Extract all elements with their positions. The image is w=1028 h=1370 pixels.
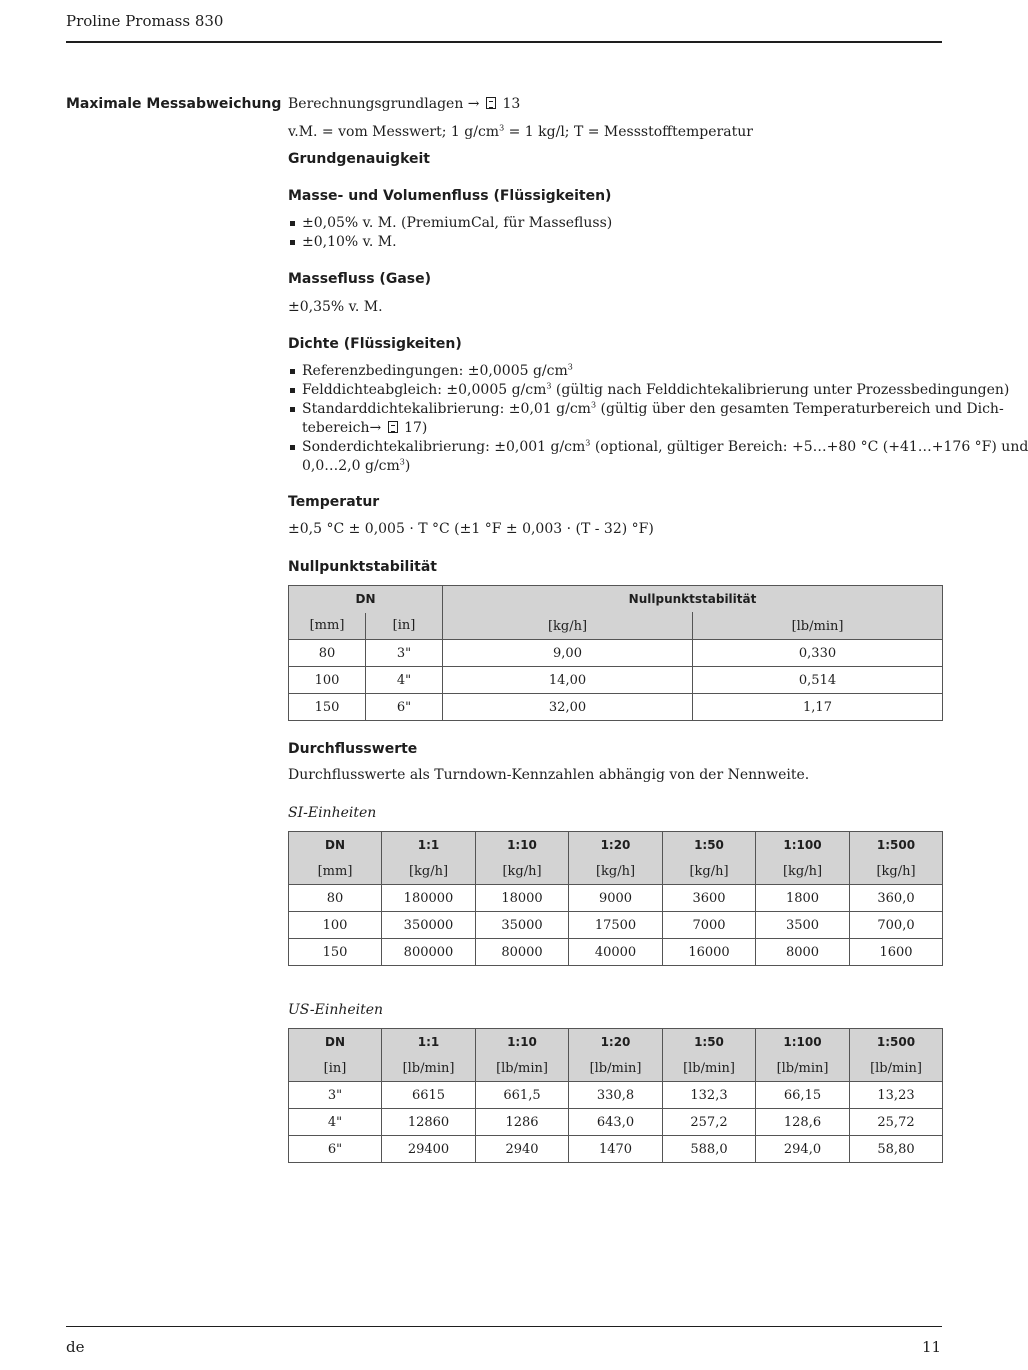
table-cell: 700,0 (850, 912, 943, 939)
table-cell: 80 (289, 640, 366, 667)
table-cell: 6" (289, 1136, 382, 1163)
table-cell: 9000 (569, 885, 663, 912)
table-cell: 661,5 (476, 1082, 569, 1109)
si-caption: SI-Einheiten (288, 805, 377, 821)
table-cell: 4" (289, 1109, 382, 1136)
table-cell: 1,17 (693, 694, 943, 721)
table-cell: 150 (289, 694, 366, 721)
table-cell: 1286 (476, 1109, 569, 1136)
flow-description: Durchflusswerte als Turndown-Kennzahlen abhängig von der Nennweite. (288, 767, 810, 783)
table-cell: 1800 (756, 885, 850, 912)
superscript: 3 (399, 457, 405, 467)
document-icon (486, 97, 496, 109)
arrow-icon: → (467, 96, 480, 112)
table-row (289, 1136, 943, 1163)
table-cell: 3500 (756, 912, 850, 939)
table-cell: 128,6 (756, 1109, 850, 1136)
temp-value: ±0,5 °C ± 0,005 · T °C (±1 °F ± 0,003 · (T - 32) °F) (288, 521, 654, 537)
zero-point-table (288, 585, 943, 721)
superscript: 3 (567, 362, 573, 372)
table-header: 1:10 (476, 832, 569, 859)
table-header: DN (289, 1029, 382, 1056)
list-item (288, 438, 1028, 476)
masse-heading: Masse- und Volumenfluss (Flüssigkeiten) (288, 188, 612, 204)
table-row (289, 667, 943, 694)
table-unit: [in] (289, 1055, 382, 1082)
dichte-item-text: Felddichteabgleich: ±0,0005 g/cm (302, 382, 547, 398)
definitions-text: v.M. = vom Messwert; 1 g/cm (288, 124, 500, 140)
table-cell: 8000 (756, 939, 850, 966)
table-row (289, 912, 943, 939)
table-header: 1:100 (756, 1029, 850, 1056)
flow-heading: Durchflusswerte (288, 741, 418, 757)
table-cell: 100 (289, 912, 382, 939)
table-cell: 13,23 (850, 1082, 943, 1109)
table-cell: 360,0 (850, 885, 943, 912)
table-cell: 14,00 (443, 667, 693, 694)
dichte-item-text: Standarddichtekalibrierung: ±0,01 g/cm (302, 401, 591, 417)
table-header: 1:20 (569, 1029, 663, 1056)
table-header: 1:100 (756, 832, 850, 859)
dichte-item-text-end: (gültig über den gesamten Temperaturbereich und Dich- (596, 401, 1004, 417)
table-unit: [lb/min] (382, 1055, 476, 1082)
table-header: 1:500 (850, 1029, 943, 1056)
table-row (289, 640, 943, 667)
document-icon (388, 421, 398, 433)
table-row (289, 1109, 943, 1136)
table-row (289, 885, 943, 912)
table-header-zero: Nullpunktstabilität (443, 586, 943, 613)
table-header: 1:1 (382, 1029, 476, 1056)
table-cell: 6" (366, 694, 443, 721)
footer-rule (66, 1326, 942, 1327)
table-cell: 6615 (382, 1082, 476, 1109)
superscript: 3 (546, 381, 552, 391)
dichte-item-text-end: (optional, gültiger Bereich: +5…+80 °C (+41…+176 °F) und (590, 439, 1028, 455)
table-cell: 40000 (569, 939, 663, 966)
table-cell: 350000 (382, 912, 476, 939)
table-unit: [kg/h] (569, 858, 663, 885)
superscript: 3 (585, 438, 591, 448)
table-cell: 0,330 (693, 640, 943, 667)
dichte-item-text-end: (gültig nach Felddichtekalibrierung unter Prozessbedingungen) (551, 382, 1010, 398)
table-cell: 16000 (663, 939, 756, 966)
list-item (288, 381, 1028, 400)
calc-basis-link[interactable]: Berechnungsgrundlagen (288, 96, 464, 112)
table-header-dn: DN (289, 586, 443, 613)
table-cell: 4" (366, 667, 443, 694)
superscript: 3 (590, 400, 597, 410)
section-side-label: Maximale Messabweichung (66, 96, 282, 112)
table-unit: [kg/h] (756, 858, 850, 885)
us-flow-table (288, 1028, 943, 1163)
table-cell: 0,514 (693, 667, 943, 694)
superscript: 3 (499, 123, 505, 133)
table-cell: 800000 (382, 939, 476, 966)
definitions-text-end: = 1 kg/l; T = Messstofftemperatur (504, 124, 753, 140)
table-header: DN (289, 832, 382, 859)
table-unit: [mm] (289, 613, 366, 640)
list-item: ±0,10% v. M. (288, 233, 612, 252)
table-cell: 7000 (663, 912, 756, 939)
footer-language: de (66, 1338, 85, 1356)
table-unit: [kg/h] (663, 858, 756, 885)
gase-value: ±0,35% v. M. (288, 299, 383, 315)
table-cell: 25,72 (850, 1109, 943, 1136)
table-cell: 80 (289, 885, 382, 912)
list-item (288, 400, 1028, 438)
table-unit: [kg/h] (382, 858, 476, 885)
table-unit: [mm] (289, 858, 382, 885)
table-unit: [kg/h] (476, 858, 569, 885)
dichte-heading: Dichte (Flüssigkeiten) (288, 336, 462, 352)
table-cell: 588,0 (663, 1136, 756, 1163)
page-number: 11 (922, 1338, 942, 1356)
table-row (289, 1082, 943, 1109)
dichte-item-text: Sonderdichtekalibrierung: ±0,001 g/cm (302, 439, 586, 455)
table-cell: 150 (289, 939, 382, 966)
list-item: ±0,05% v. M. (PremiumCal, für Massefluss) (288, 214, 612, 233)
grund-heading: Grundgenauigkeit (288, 151, 430, 167)
table-cell: 1470 (569, 1136, 663, 1163)
table-cell: 32,00 (443, 694, 693, 721)
table-cell: 132,3 (663, 1082, 756, 1109)
table-cell: 29400 (382, 1136, 476, 1163)
table-cell: 180000 (382, 885, 476, 912)
temp-heading: Temperatur (288, 494, 380, 510)
table-header: 1:50 (663, 1029, 756, 1056)
table-cell: 3" (289, 1082, 382, 1109)
dichte-item-text-close: ) (404, 458, 411, 474)
si-flow-table (288, 831, 943, 966)
table-cell: 18000 (476, 885, 569, 912)
list-item (288, 362, 1028, 381)
table-cell: 80000 (476, 939, 569, 966)
table-unit: [lb/min] (663, 1055, 756, 1082)
dichte-item-text-line2: tebereich→ (302, 420, 382, 436)
table-unit: [kg/h] (850, 858, 943, 885)
table-cell: 12860 (382, 1109, 476, 1136)
table-unit: [lb/min] (850, 1055, 943, 1082)
table-cell: 643,0 (569, 1109, 663, 1136)
table-unit: [lb/min] (476, 1055, 569, 1082)
calc-page-ref[interactable]: 13 (502, 96, 521, 112)
table-unit: [lb/min] (569, 1055, 663, 1082)
zero-heading: Nullpunktstabilität (288, 559, 437, 575)
masse-list (288, 214, 612, 252)
gase-heading: Massefluss (Gase) (288, 271, 431, 287)
table-unit: [lb/min] (756, 1055, 850, 1082)
dichte-item-text-line2: 0,0…2,0 g/cm (302, 458, 400, 474)
us-caption: US-Einheiten (288, 1002, 384, 1018)
header-title: Proline Promass 830 (66, 12, 224, 30)
table-cell: 66,15 (756, 1082, 850, 1109)
table-header: 1:20 (569, 832, 663, 859)
definitions-line (288, 124, 753, 140)
table-row (289, 939, 943, 966)
table-cell: 330,8 (569, 1082, 663, 1109)
table-row (289, 694, 943, 721)
table-cell: 9,00 (443, 640, 693, 667)
table-cell: 2940 (476, 1136, 569, 1163)
table-cell: 294,0 (756, 1136, 850, 1163)
table-unit: [kg/h] (443, 613, 693, 640)
table-cell: 3600 (663, 885, 756, 912)
table-unit: [in] (366, 613, 443, 640)
table-header: 1:10 (476, 1029, 569, 1056)
dichte-item-text: Referenzbedingungen: ±0,0005 g/cm (302, 363, 568, 379)
table-cell: 17500 (569, 912, 663, 939)
header-rule (66, 41, 942, 43)
dichte-page-ref[interactable]: 17) (404, 420, 428, 436)
table-header: 1:500 (850, 832, 943, 859)
table-header: 1:1 (382, 832, 476, 859)
table-cell: 100 (289, 667, 366, 694)
table-cell: 1600 (850, 939, 943, 966)
dichte-list (288, 362, 1028, 476)
calc-basis-line (288, 96, 520, 112)
table-cell: 58,80 (850, 1136, 943, 1163)
table-cell: 257,2 (663, 1109, 756, 1136)
table-header: 1:50 (663, 832, 756, 859)
table-cell: 35000 (476, 912, 569, 939)
table-cell: 3" (366, 640, 443, 667)
table-unit: [lb/min] (693, 613, 943, 640)
